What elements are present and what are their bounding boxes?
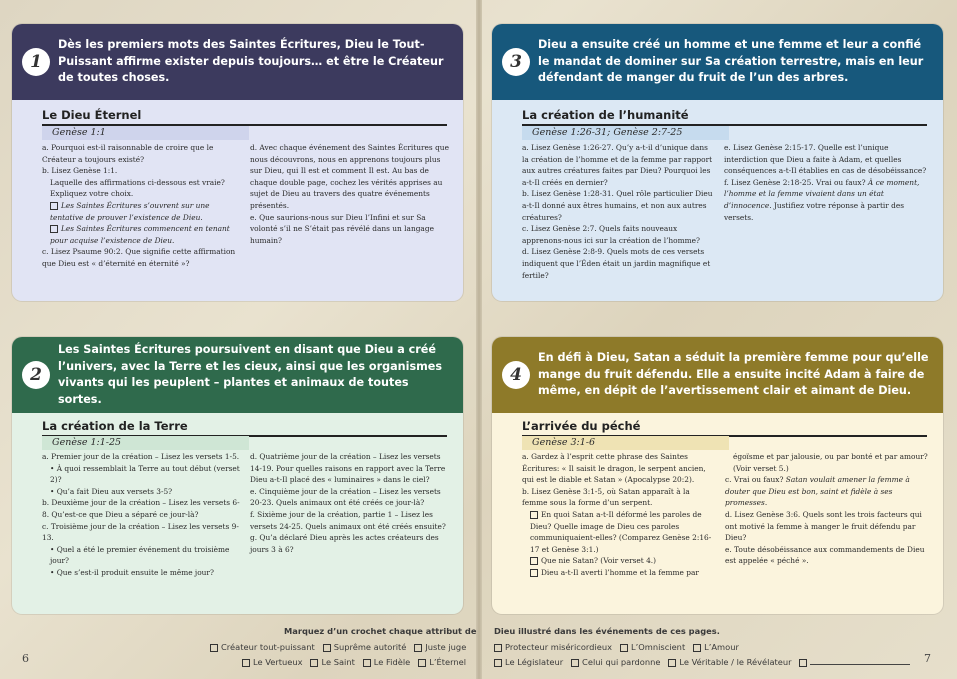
attribute-checkbox[interactable]: Le Véritable / le Révélateur bbox=[668, 657, 791, 667]
question-d: d. Avec chaque événement des Saintes Écritures que nous découvrons, nous en apprenons toujours plus sur Dieu, qui Il est et comment Il est. Au bas de chaque double page, cochez les vérités apprises au sujet de Dieu au travers des quatre événements présentés. bbox=[250, 143, 449, 210]
section-title: La création de l’humanité bbox=[522, 108, 689, 122]
page-number-left: 6 bbox=[22, 652, 29, 665]
attribute-checkbox[interactable]: Créateur tout-puissant bbox=[210, 642, 315, 652]
question-c: c. Troisième jour de la création – Lisez les versets 9-13. bbox=[42, 521, 239, 543]
question-a: a. Lisez Genèse 1:26-27. Qu’y a-t-il d’unique dans la création de l’homme et de la femme par rapport aux autres créatures faites par Dieu? Pourquoi les a-t-Il créés en dernier? bbox=[522, 143, 713, 187]
card-number-badge: 1 bbox=[22, 48, 50, 76]
question-column-left bbox=[42, 451, 242, 579]
card-4 bbox=[492, 337, 943, 614]
question-a: a. Pourquoi est-il raisonnable de croire que le Créateur a toujours existé? bbox=[42, 143, 214, 164]
book-spine bbox=[476, 0, 482, 679]
scripture-reference: Genèse 1:26-31; Genèse 2:7-25 bbox=[522, 126, 729, 140]
checkbox-option-2[interactable]: Que nie Satan? (Voir verset 4.) bbox=[522, 555, 717, 567]
question-e: e. Lisez Genèse 2:15-17. Quelle est l’unique interdiction que Dieu a faite à Adam, et quelles conséquences a-t-Il établies en cas de désobéissance? bbox=[724, 143, 927, 176]
sub-question: • Qu’a fait Dieu aux versets 3-5? bbox=[50, 486, 173, 496]
card-1-header bbox=[12, 24, 463, 100]
question-c: c. Lisez Psaume 90:2. Que signifie cette affirmation que Dieu est « d’éternité en éternité »? bbox=[42, 247, 236, 268]
question-d: d. Quatrième jour de la création – Lisez les versets 14-19. Pour quelles raisons en rapport avec la Terre Dieu a-t-Il placé des « luminaires » dans le ciel? bbox=[250, 452, 446, 485]
question-column-right bbox=[724, 142, 929, 223]
card-number-badge: 2 bbox=[22, 361, 50, 389]
card-3-header bbox=[492, 24, 943, 100]
question-b: b. Deuxième jour de la création – Lisez les versets 6-8. Qu’est-ce que Dieu a séparé ce jour-là? bbox=[42, 498, 240, 519]
section-title: Le Dieu Éternel bbox=[42, 108, 142, 122]
question-column-right bbox=[250, 142, 450, 246]
attribute-row-right-2 bbox=[494, 657, 910, 667]
attribute-checkbox[interactable]: Le Saint bbox=[310, 657, 354, 667]
attribute-checkbox[interactable]: Protecteur miséricordieux bbox=[494, 642, 612, 652]
checkbox-continuation: égoïsme et par jalousie, ou par bonté et par amour? (Voir verset 5.) bbox=[733, 452, 928, 473]
checkbox[interactable] bbox=[50, 225, 58, 233]
card-header-text: Les Saintes Écritures poursuivent en disant que Dieu a créé l’univers, avec la Terre et les cieux, ainsi que les organismes vivants qui les peuplent – plantes et animaux de toutes sortes. bbox=[58, 343, 443, 406]
question-a: a. Gardez à l’esprit cette phrase des Saintes Écritures: « Il saisit le dragon, le serpent ancien, qui est le diable et Satan » (Apocalypse 20:2). bbox=[522, 452, 706, 485]
card-2-header bbox=[12, 337, 463, 413]
sub-question: • À quoi ressemblait la Terre au tout début (verset 2)? bbox=[50, 463, 240, 485]
scripture-reference: Genèse 3:1-6 bbox=[522, 436, 729, 450]
question-c: c. Lisez Genèse 2:7. Quels faits nouveaux apprenons-nous ici sur la création de l’homme? bbox=[522, 224, 700, 245]
question-column-right bbox=[250, 451, 450, 555]
checkbox[interactable] bbox=[530, 569, 538, 577]
sub-question: • Que s’est-il produit ensuite le même jour? bbox=[50, 567, 214, 577]
attribute-checkbox[interactable]: Le Fidèle bbox=[363, 657, 410, 667]
card-2 bbox=[12, 337, 463, 614]
card-header-text: Dès les premiers mots des Saintes Écritures, Dieu le Tout-Puissant affirme exister depuis toujours… et être le Créateur de toutes choses. bbox=[58, 38, 444, 85]
attribute-checkbox[interactable]: L’Amour bbox=[693, 642, 739, 652]
question-d: d. Lisez Genèse 3:6. Quels sont les trois facteurs qui ont motivé la femme à manger le fruit défendu par Dieu? bbox=[725, 509, 922, 543]
section-title: La création de la Terre bbox=[42, 419, 188, 433]
question-b: b. Lisez Genèse 3:1-5, où Satan apparaît à la femme sous la forme d’un serpent. bbox=[522, 486, 690, 508]
question-column-left bbox=[522, 451, 717, 579]
question-f: f. Lisez Genèse 2:18-25. Vrai ou faux? À ce moment, l’homme et la femme vivaient dans un état d’innocence. Justifiez votre réponse à partir des versets. bbox=[724, 177, 920, 222]
attribute-checkbox[interactable]: Celui qui pardonne bbox=[571, 657, 660, 667]
question-column-right bbox=[725, 451, 930, 567]
card-number-badge: 3 bbox=[502, 48, 530, 76]
checkbox-option-2[interactable]: Les Saintes Écritures commencent en tenant pour acquise l’existence de Dieu. bbox=[50, 224, 230, 245]
attribute-checkbox[interactable]: Suprême autorité bbox=[323, 642, 407, 652]
card-header-text: En défi à Dieu, Satan a séduit la première femme pour qu’elle mange du fruit défendu. Elle a ensuite incité Adam à faire de même, en dépit de l’avertissement clair et aimant de Dieu. bbox=[538, 351, 929, 398]
scripture-reference: Genèse 1:1-25 bbox=[42, 436, 249, 450]
custom-attribute-blank[interactable] bbox=[810, 664, 910, 665]
question-b-prompt: Laquelle des affirmations ci-dessous est vraie? Expliquez votre choix. bbox=[50, 177, 225, 199]
card-3 bbox=[492, 24, 943, 301]
question-column-left bbox=[522, 142, 716, 281]
checkbox[interactable] bbox=[50, 202, 58, 210]
card-1 bbox=[12, 24, 463, 301]
checkbox-option-3[interactable]: Dieu a-t-Il averti l’homme et la femme par bbox=[522, 567, 717, 579]
attribute-row-left-1 bbox=[210, 642, 466, 652]
attribute-checkbox[interactable]: Le Législateur bbox=[494, 657, 563, 667]
checkbox-option-1[interactable]: En quoi Satan a-t-Il déformé les paroles de Dieu? Quelle image de Dieu ces paroles communiquaient-elles? (Comparez Genèse 2:16-17 et Genèse 3:1.) bbox=[530, 509, 712, 554]
question-e: e. Toute désobéissance aux commandements de Dieu est appelée « péché ». bbox=[725, 544, 925, 566]
page-number-right: 7 bbox=[924, 652, 931, 665]
question-f: f. Sixième jour de la création, partie 1 – Lisez les versets 24-25. Quels animaux ont été créés ensuite? bbox=[250, 509, 446, 531]
question-d: d. Lisez Genèse 2:8-9. Quels mots de ces versets indiquent que l’Éden était un jardin magnifique et fertile? bbox=[522, 247, 711, 280]
attribute-checkbox[interactable]: L’Éternel bbox=[418, 657, 466, 667]
footer-heading-left: Marquez d’un crochet chaque attribut de bbox=[284, 626, 477, 636]
question-c: c. Vrai ou faux? Satan voulait amener la femme à douter que Dieu est bon, saint et fidèle à ses promesses. bbox=[725, 475, 910, 508]
card-4-header bbox=[492, 337, 943, 413]
card-number-badge: 4 bbox=[502, 361, 530, 389]
question-a: a. Premier jour de la création – Lisez les versets 1-5. bbox=[42, 452, 240, 461]
question-b: b. Lisez Genèse 1:1. bbox=[42, 166, 118, 176]
checkbox[interactable] bbox=[530, 557, 538, 565]
question-e: e. Cinquième jour de la création – Lisez les versets 20-23. Quels animaux ont été créés ce jour-là? bbox=[250, 486, 441, 508]
question-b: b. Lisez Genèse 1:28-31. Quel rôle particulier Dieu a-t-Il donné aux êtres humains, et non aux autres créatures? bbox=[522, 189, 713, 222]
section-title: L’arrivée du péché bbox=[522, 419, 641, 433]
card-header-text: Dieu a ensuite créé un homme et une femme et leur a confié le mandat de dominer sur Sa création terrestre, mais en leur défendant de manger du fruit de l’un des arbres. bbox=[538, 38, 924, 85]
sub-question: • Quel a été le premier événement du troisième jour? bbox=[50, 544, 230, 566]
attribute-row-right-1 bbox=[494, 642, 739, 652]
attribute-row-left-2 bbox=[242, 657, 466, 667]
attribute-checkbox-custom[interactable] bbox=[799, 657, 910, 667]
footer-heading-right: Dieu illustré dans les événements de ces pages. bbox=[494, 626, 720, 636]
question-e: e. Que saurions-nous sur Dieu l’Infini et sur Sa volonté s’il ne S’était pas révélé dans un langage humain? bbox=[250, 212, 434, 245]
scripture-reference: Genèse 1:1 bbox=[42, 126, 249, 140]
checkbox[interactable] bbox=[530, 511, 538, 519]
attribute-checkbox[interactable]: Juste juge bbox=[414, 642, 466, 652]
attribute-checkbox[interactable]: Le Vertueux bbox=[242, 657, 303, 667]
checkbox-option-1[interactable]: Les Saintes Écritures s’ouvrent sur une tentative de prouver l’existence de Dieu. bbox=[50, 200, 210, 222]
question-g: g. Qu’a déclaré Dieu après les actes créateurs des jours 3 à 6? bbox=[250, 533, 439, 554]
question-column-left bbox=[42, 142, 242, 270]
attribute-checkbox[interactable]: L’Omniscient bbox=[620, 642, 685, 652]
